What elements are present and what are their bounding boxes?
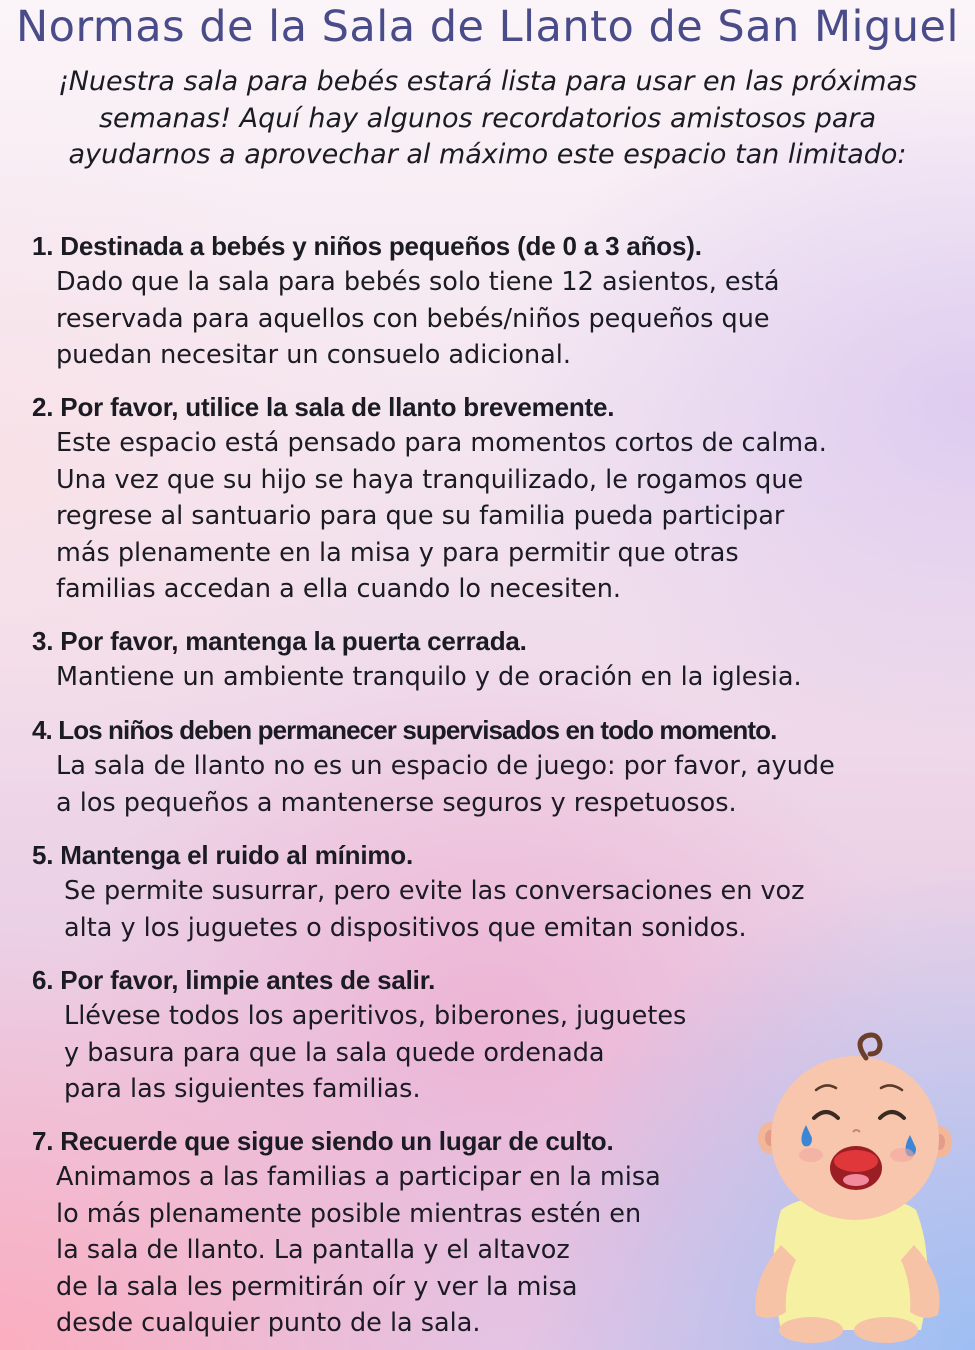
rule-line: Dado que la sala para bebés solo tiene 12 asientos, está xyxy=(56,267,780,297)
crying-baby-icon xyxy=(726,1030,966,1345)
rule-7 xyxy=(32,1123,661,1342)
rule-title: 3. Por favor, mantenga la puerta cerrada. xyxy=(32,626,527,656)
rule-line: para las siguientes familias. xyxy=(64,1074,421,1104)
rule-line: Una vez que su hijo se haya tranquilizado, le rogamos que xyxy=(56,464,804,495)
rule-line: reservada para aquellos con bebés/niños pequeños que xyxy=(56,303,770,334)
rule-body xyxy=(32,748,835,821)
rule-title: 4. Los niños deben permanecer supervisados en todo momento. xyxy=(32,715,777,745)
rule-line: regrese al santuario para que su familia pueda participar xyxy=(56,501,785,531)
rule-line: la sala de llanto. La pantalla y el altavoz xyxy=(56,1235,570,1265)
intro-text: ¡Nuestra sala para bebés estará lista para usar en las próximas semanas! Aquí hay algunos recordatorios amistosos para ayudarnos a aprovechar al máximo este espacio tan limitado: xyxy=(57,66,918,170)
rule-body xyxy=(32,873,805,946)
rule-title: 2. Por favor, utilice la sala de llanto brevemente. xyxy=(32,392,615,422)
rule-line: desde cualquier punto de la sala. xyxy=(56,1308,481,1338)
rule-title: 7. Recuerde que sigue siendo un lugar de culto. xyxy=(32,1126,614,1156)
rule-body xyxy=(32,659,802,696)
rule-4 xyxy=(32,712,835,821)
rule-3 xyxy=(32,623,802,696)
rule-body xyxy=(32,425,827,608)
rule-body xyxy=(32,998,686,1108)
rule-line: a los pequeños a mantenerse seguros y respetuosos. xyxy=(56,787,737,818)
rule-1 xyxy=(32,228,780,374)
rule-line: Animamos a las familias a participar en la misa xyxy=(56,1162,661,1192)
rule-5 xyxy=(32,837,805,946)
rule-line: lo más plenamente posible mientras estén en xyxy=(56,1198,642,1229)
rule-body xyxy=(32,264,780,374)
rule-title: 6. Por favor, limpie antes de salir. xyxy=(32,965,436,995)
rule-line: puedan necesitar un consuelo adicional. xyxy=(56,340,571,370)
rule-line: familias accedan a ella cuando lo necesiten. xyxy=(56,574,622,604)
rule-6 xyxy=(32,962,686,1108)
rule-line: de la sala les permitirán oír y ver la misa xyxy=(56,1271,578,1302)
rule-line: alta y los juguetes o dispositivos que emitan sonidos. xyxy=(64,912,747,943)
rule-line: Mantiene un ambiente tranquilo y de oración en la iglesia. xyxy=(56,662,802,692)
rule-2 xyxy=(32,389,827,608)
rule-body xyxy=(32,1159,661,1342)
rule-line: y basura para que la sala quede ordenada xyxy=(64,1037,605,1068)
rule-line: Llévese todos los aperitivos, biberones, juguetes xyxy=(64,1001,687,1031)
page-title: Normas de la Sala de Llanto de San Miguel xyxy=(16,2,959,52)
rule-title: 1. Destinada a bebés y niños pequeños (de 0 a 3 años). xyxy=(32,231,702,261)
rule-line: Este espacio está pensado para momentos cortos de calma. xyxy=(56,428,827,458)
rule-line: La sala de llanto no es un espacio de juego: por favor, ayude xyxy=(56,751,835,781)
rule-title: 5. Mantenga el ruido al mínimo. xyxy=(32,840,413,870)
rule-line: Se permite susurrar, pero evite las conversaciones en voz xyxy=(64,876,805,906)
rule-line: más plenamente en la misa y para permitir que otras xyxy=(56,537,739,568)
